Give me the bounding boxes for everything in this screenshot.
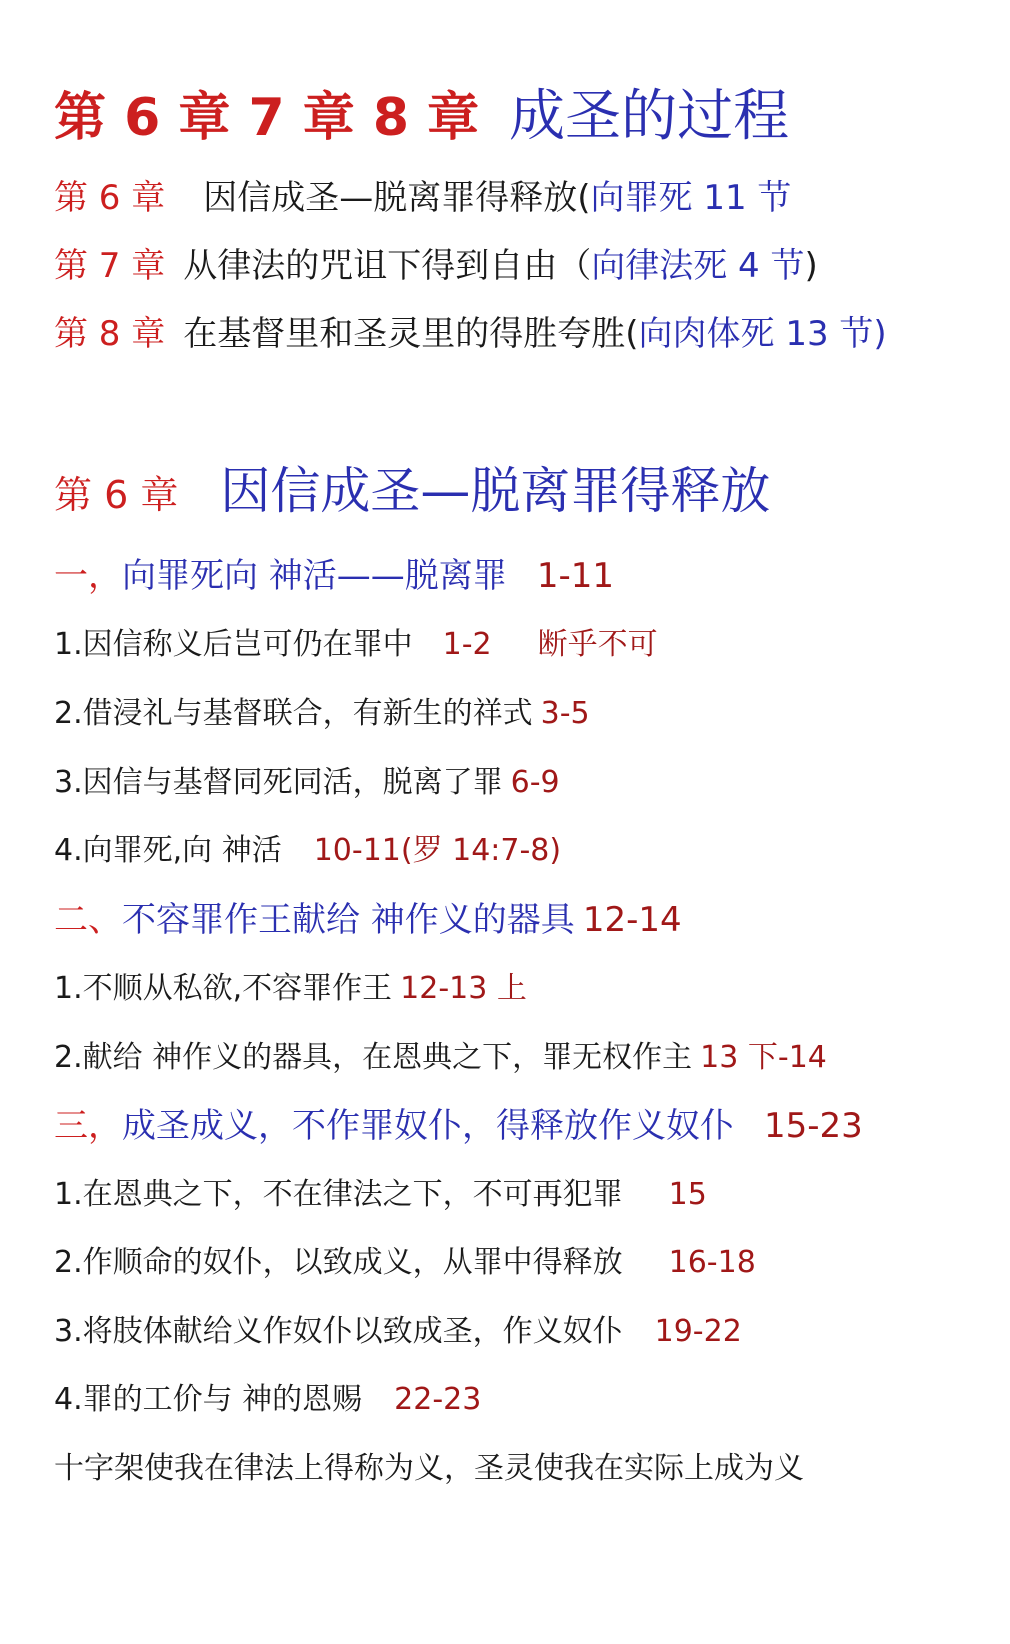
list-item (54, 1246, 756, 1279)
section-topic: 因信成圣—脱离罪得释放 (220, 462, 771, 520)
item-ref: 1-2 (442, 627, 492, 662)
part-heading-2 (54, 902, 682, 939)
closing-text: 十字架使我在律法上得称为义，圣灵使我在实际上成为义 (54, 1451, 804, 1486)
item-extra: 断乎不可 (537, 627, 658, 662)
section-title (54, 464, 770, 519)
page-title (54, 86, 789, 148)
title-topic: 成圣的过程 (509, 84, 790, 149)
list-item (54, 766, 560, 799)
list-item (54, 1315, 742, 1348)
item-ref: 15 (668, 1177, 707, 1212)
section-chapter: 第 6 章 (54, 473, 179, 517)
summary-line-8 (54, 316, 887, 353)
part-number: 二、 (54, 900, 122, 940)
part-heading-1 (54, 558, 614, 595)
summary-tail: ) (804, 246, 818, 286)
title-chapters: 第 6 章 7 章 8 章 (54, 88, 480, 148)
item-text: 3.因信与基督同死同活，脱离了罪 (54, 765, 503, 800)
summary-chapter: 第 7 章 (54, 246, 166, 286)
item-text: 4.向罪死,向 神活 (54, 833, 282, 868)
item-ref: 12-13 上 (400, 971, 527, 1006)
item-text: 3.将肢体献给义作奴仆以致成圣，作义奴仆 (54, 1314, 623, 1349)
item-text: 1.不顺从私欲,不容罪作王 (54, 971, 393, 1006)
summary-note: 向律法死 4 节 (591, 246, 805, 286)
summary-chapter: 第 8 章 (54, 314, 166, 354)
part-ref: 12-14 (582, 900, 682, 940)
item-ref: 19-22 (654, 1314, 742, 1349)
list-item (54, 1041, 827, 1074)
part-heading-text: 不容罪作王献给 神作义的器具 (122, 900, 575, 940)
summary-text: 从律法的咒诅下得到自由（ (183, 246, 592, 286)
item-text: 2.献给 神作义的器具，在恩典之下，罪无权作主 (54, 1040, 693, 1075)
closing-line (54, 1452, 804, 1485)
list-item (54, 697, 590, 730)
summary-line-6 (54, 180, 791, 217)
list-item (54, 834, 561, 867)
item-ref: 13 下-14 (700, 1040, 827, 1075)
item-text: 4.罪的工价与 神的恩赐 (54, 1382, 363, 1417)
item-ref: 16-18 (668, 1245, 756, 1280)
list-item (54, 1383, 481, 1416)
summary-note: 向肉体死 13 节) (638, 314, 887, 354)
part-heading-3 (54, 1108, 863, 1145)
summary-chapter: 第 6 章 (54, 178, 166, 218)
item-ref: 10-11(罗 14:7-8) (313, 833, 562, 868)
summary-text: 在基督里和圣灵里的得胜夸胜( (183, 314, 639, 354)
part-ref: 1-11 (536, 556, 614, 596)
part-heading-text: 成圣成义，不作罪奴仆，得释放作义奴仆 (122, 1106, 734, 1146)
list-item (54, 628, 658, 661)
item-text: 2.借浸礼与基督联合，有新生的祥式 (54, 696, 533, 731)
item-text: 1.在恩典之下，不在律法之下，不可再犯罪 (54, 1177, 623, 1212)
item-text: 2.作顺命的奴仆，以致成义，从罪中得释放 (54, 1245, 623, 1280)
part-number: 一， (54, 556, 122, 596)
item-ref: 3-5 (540, 696, 590, 731)
part-number: 三， (54, 1106, 122, 1146)
item-text: 1.因信称义后岂可仍在罪中 (54, 627, 413, 662)
item-ref: 6-9 (510, 765, 560, 800)
part-heading-text: 向罪死向 神活——脱离罪 (122, 556, 507, 596)
item-ref: 22-23 (394, 1382, 482, 1417)
summary-note: 向罪死 11 节 (590, 178, 792, 218)
part-ref: 15-23 (764, 1106, 863, 1146)
summary-line-7 (54, 248, 818, 285)
summary-text: 因信成圣—脱离罪得释放( (203, 178, 591, 218)
list-item (54, 972, 527, 1005)
list-item (54, 1178, 707, 1211)
